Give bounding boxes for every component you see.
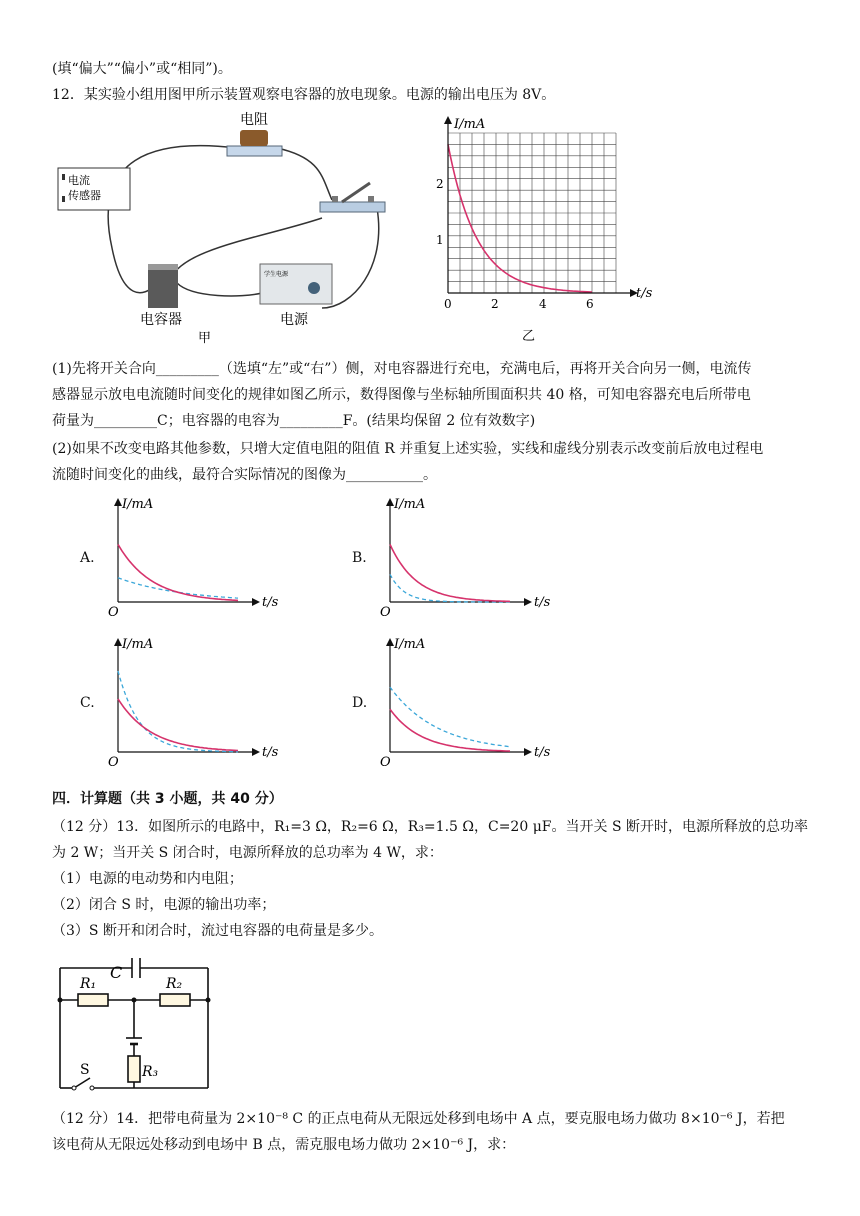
x-axis-arrow <box>524 598 532 606</box>
option-xlabel: t/s <box>262 745 279 760</box>
capacitor-label: 电容器 <box>140 312 182 328</box>
sensor-label-1: 电流 <box>68 174 90 187</box>
q13-circuit-diagram <box>52 948 222 1098</box>
q12-part1-line2: 感器显示放电电流随时间变化的规律如图乙所示，数得图像与坐标轴所围面积共 40 格，可知电容器充电后所带电 <box>52 387 751 403</box>
solid-curve <box>118 699 238 751</box>
label-R3: R₃ <box>142 1064 159 1080</box>
x-axis-arrow <box>524 748 532 756</box>
figure-jia-caption: 甲 <box>198 331 212 346</box>
option-ylabel: I/mA <box>394 497 426 512</box>
x-axis-arrow <box>252 598 260 606</box>
option-origin: O <box>108 755 119 770</box>
q12-part1-line1: (1)先将开关合向_________（选填“左”或“右”）侧，对电容器进行充电，充满电后，再将开关合向另一侧，电流传 <box>52 361 752 377</box>
label-C: C <box>110 963 123 982</box>
q13-line2: 为 2 W；当开关 S 闭合时，电源所释放的总功率为 4 W，求： <box>52 845 443 861</box>
q12-part2-line2: 流随时间变化的曲线，最符合实际情况的图像为___________。 <box>52 467 437 483</box>
option-xlabel: t/s <box>534 745 551 760</box>
yi-xtick-0: 0 <box>444 297 452 311</box>
yi-ylabel: I/mA <box>454 117 486 132</box>
dashed-curve <box>390 687 510 747</box>
x-axis-arrow <box>252 748 260 756</box>
q13-sub1: （1）电源的电动势和内电阻； <box>52 871 243 887</box>
label-S: S <box>80 1062 90 1078</box>
option-xlabel: t/s <box>534 595 551 610</box>
option-b-label: B. <box>352 550 367 566</box>
option-c-graph <box>100 630 279 770</box>
y-axis-arrow <box>114 498 122 506</box>
q13-sub3: （3）S 断开和闭合时，流过电容器的电荷量是多少。 <box>52 923 383 939</box>
label-R2: R₂ <box>166 976 183 992</box>
label-R1: R₁ <box>80 976 97 992</box>
dashed-curve <box>390 574 510 602</box>
option-ylabel: I/mA <box>122 497 154 512</box>
yi-xlabel: t/s <box>636 286 653 301</box>
yi-xtick-2: 2 <box>491 297 499 311</box>
q13-sub2: （2）闭合 S 时，电源的输出功率； <box>52 897 276 913</box>
q12-part1-line3: 荷量为_________C；电容器的电容为_________F。(结果均保留 2 位有效数字) <box>52 413 536 429</box>
option-a-label: A. <box>80 550 95 566</box>
resistor-label: 电阻 <box>240 112 268 128</box>
option-origin: O <box>380 755 391 770</box>
option-d-label: D. <box>352 695 368 711</box>
y-axis-arrow <box>386 498 394 506</box>
source-panel-label: 学生电源 <box>264 271 289 278</box>
option-a-graph <box>100 490 279 620</box>
y-axis-arrow <box>114 638 122 646</box>
q14-line1: （12 分）14．把带电荷量为 2×10⁻⁸ C 的正点电荷从无限远处移到电场中 A 点，要克服电场力做功 8×10⁻⁶ J，若把 <box>52 1111 785 1127</box>
source-label: 电源 <box>280 312 308 328</box>
option-c-label: C. <box>80 695 95 711</box>
line-fill-hint: (填“偏大”“偏小”或“相同”)。 <box>52 61 232 77</box>
option-origin: O <box>380 605 391 620</box>
yi-xtick-4: 4 <box>539 297 547 311</box>
figure-jia-circuit <box>52 108 392 348</box>
yi-ytick-1: 1 <box>436 233 444 247</box>
dashed-curve <box>118 671 238 752</box>
solid-curve <box>118 544 238 600</box>
sensor-label-2: 传感器 <box>68 189 101 202</box>
question-12-stem: 12．某实验小组用图甲所示装置观察电容器的放电现象。电源的输出电压为 8V。 <box>52 87 556 103</box>
y-axis-arrow <box>386 638 394 646</box>
q13-line1: （12 分）13．如图所示的电路中，R₁=3 Ω，R₂=6 Ω，R₃=1.5 Ω，C=20 μF。当开关 S 断开时，电源所释放的总功率 <box>52 819 808 835</box>
option-ylabel: I/mA <box>122 637 154 652</box>
yi-xtick-6: 6 <box>586 297 594 311</box>
figure-yi-caption: 乙 <box>522 329 536 344</box>
option-d-graph <box>372 630 551 770</box>
figure-yi-graph <box>420 108 660 348</box>
section-4-heading: 四．计算题（共 3 小题，共 40 分） <box>52 791 283 807</box>
yi-ytick-2: 2 <box>436 177 444 191</box>
option-origin: O <box>108 605 119 620</box>
option-xlabel: t/s <box>262 595 279 610</box>
option-b-graph <box>372 490 551 620</box>
q14-line2: 该电荷从无限远处移动到电场中 B 点，需克服电场力做功 2×10⁻⁶ J，求： <box>52 1137 516 1153</box>
solid-curve <box>390 544 510 601</box>
dashed-curve <box>118 578 238 598</box>
q12-part2-line1: (2)如果不改变电路其他参数，只增大定值电阻的阻值 R 并重复上述实验，实线和虚线分别表示改变前后放电过程电 <box>52 441 764 457</box>
option-ylabel: I/mA <box>394 637 426 652</box>
